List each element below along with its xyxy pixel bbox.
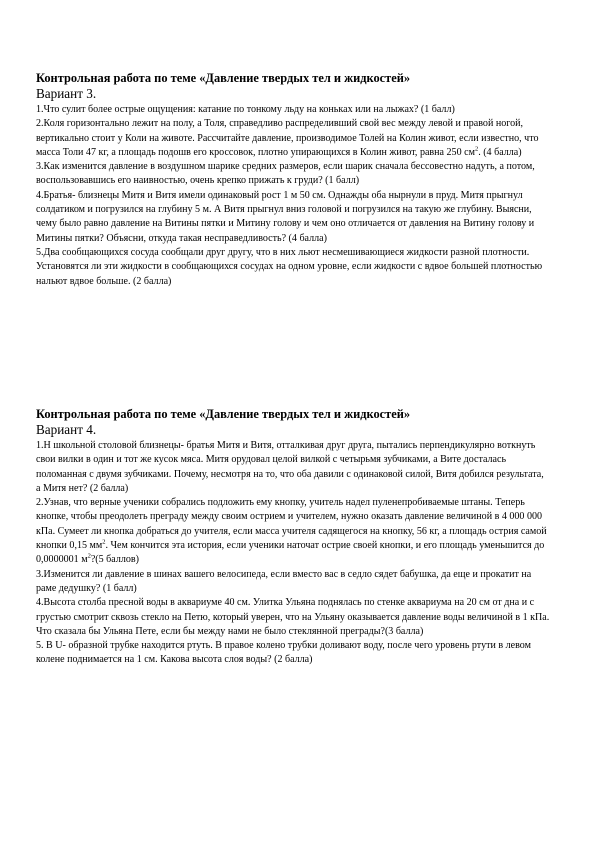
- question-4: 4.Братья- близнецы Митя и Витя имели одинаковый рост 1 м 50 см. Однажды оба нырнули в пруд. Митя прыгнул солдатиком и погрузился на глубину 5 м. А Витя прыгнул вниз головой и погрузился на такую же глубину. Выясни, чему было равно давление на Витины пятки и Митину голову и чем оно отличается от давления на Витину голову и Митины пятки? Объясни, откуда такая несправедливость? (4 балла): [36, 189, 535, 244]
- superscript: 2: [102, 538, 106, 546]
- test-title: Контрольная работа по теме «Давление твердых тел и жидкостей»: [36, 71, 411, 85]
- question-2: [36, 496, 550, 567]
- variant-heading: Вариант 3.: [36, 86, 97, 101]
- question-3: 3.Изменится ли давление в шинах вашего велосипеда, если вместо вас в седло сядет бабушка, да еще и прокатит на раме дедушку? (1 балл): [36, 568, 532, 594]
- question-text-end: . (4 балла): [478, 146, 522, 158]
- question-text: 2.Коля горизонтально лежит на полу, а Толя, справедливо распределивший свой вес между левой и правой ногой, вертикально стоит у Коли на животе. Рассчитайте давление, производимое Толей на Колин живот, если известно, что масса Толи 47 кг, а площадь подошв его кроссовок, плотно упирающихся в Колин живот, равна 250 см: [36, 118, 539, 158]
- question-1: 1.Н школьной столовой близнецы- братья Митя и Витя, отталкивая друг друга, пытались перпендикулярно воткнуть свои вилки в один и тот же кусок мяса. Митя орудовал целой вилкой с четырьмя зубчиками, а Вите досталась поломанная с двумя зубчиками. Почему, несмотря на то, что оба давили с одинаковой силой, Витя добился результата, а Митя нет? (2 балла): [36, 440, 544, 494]
- variant-3-section: [36, 70, 550, 289]
- question-5: 5.Два сообщающихся сосуда сообщали друг другу, что в них льют несмешивающиеся жидкости разной плотности. Установятся ли эти жидкости в сообщающихся сосудах на одном уровне, если жидкости с вдвое большей плотностью нальют вдвое больше. (2 балла): [36, 246, 543, 287]
- superscript: 2: [87, 553, 91, 561]
- question-5: 5. В U- образной трубке находится ртуть. В правое колено трубки доливают воду, после чего уровень ртути в левом колене поднимается на 1 см. Какова высота слоя воды? (2 балла): [36, 640, 531, 666]
- variant-heading: Вариант 4.: [36, 422, 97, 437]
- question-2: [36, 117, 550, 160]
- question-1: 1.Что сулит более острые ощущения: катание по тонкому льду на коньках или на лыжах? (1 балл): [36, 104, 455, 115]
- question-text-mid: . Чем кончится эта история, если ученики наточат острие своей кнопки, и его площадь уменьшится до 0,0000001 м: [36, 540, 545, 566]
- superscript: 2: [474, 145, 479, 153]
- variant-4-section: [36, 406, 550, 668]
- question-4: 4.Высота столба пресной воды в аквариуме 40 см. Улитка Ульяна поднялась по стенке аквариума на 20 см от дна и с грустью смотрит сквозь стекло на Петю, который уверен, что на Ульяну оказывается давление воды величиной в 1 кПа. Что сказала бы Ульяна Пете, если бы между нами не было стеклянной преграды?(3 балла): [36, 597, 550, 637]
- question-3: 3.Как изменится давление в воздушном шарике средних размеров, если шарик сначала бессовестно надуть, а потом, воспользовавшись его наивностью, очень крепко прижать к груди? (1 балл): [36, 161, 535, 187]
- question-text: 2.Узнав, что верные ученики собрались подложить ему кнопку, учитель надел пуленепробиваемые штаны. Теперь кнопке, чтобы преодолеть преграду между своим острием и учителем, нужно оказать давление величиной в 4 000 000 кПа. Сумеет ли кнопка добраться до учителя, если масса учителя садящегося на кнопку, 56 кг, а площадь острия самой кнопки 0,15 мм: [36, 497, 547, 552]
- question-text-end: ?(5 баллов): [90, 554, 139, 566]
- test-title: Контрольная работа по теме «Давление твердых тел и жидкостей»: [36, 407, 411, 421]
